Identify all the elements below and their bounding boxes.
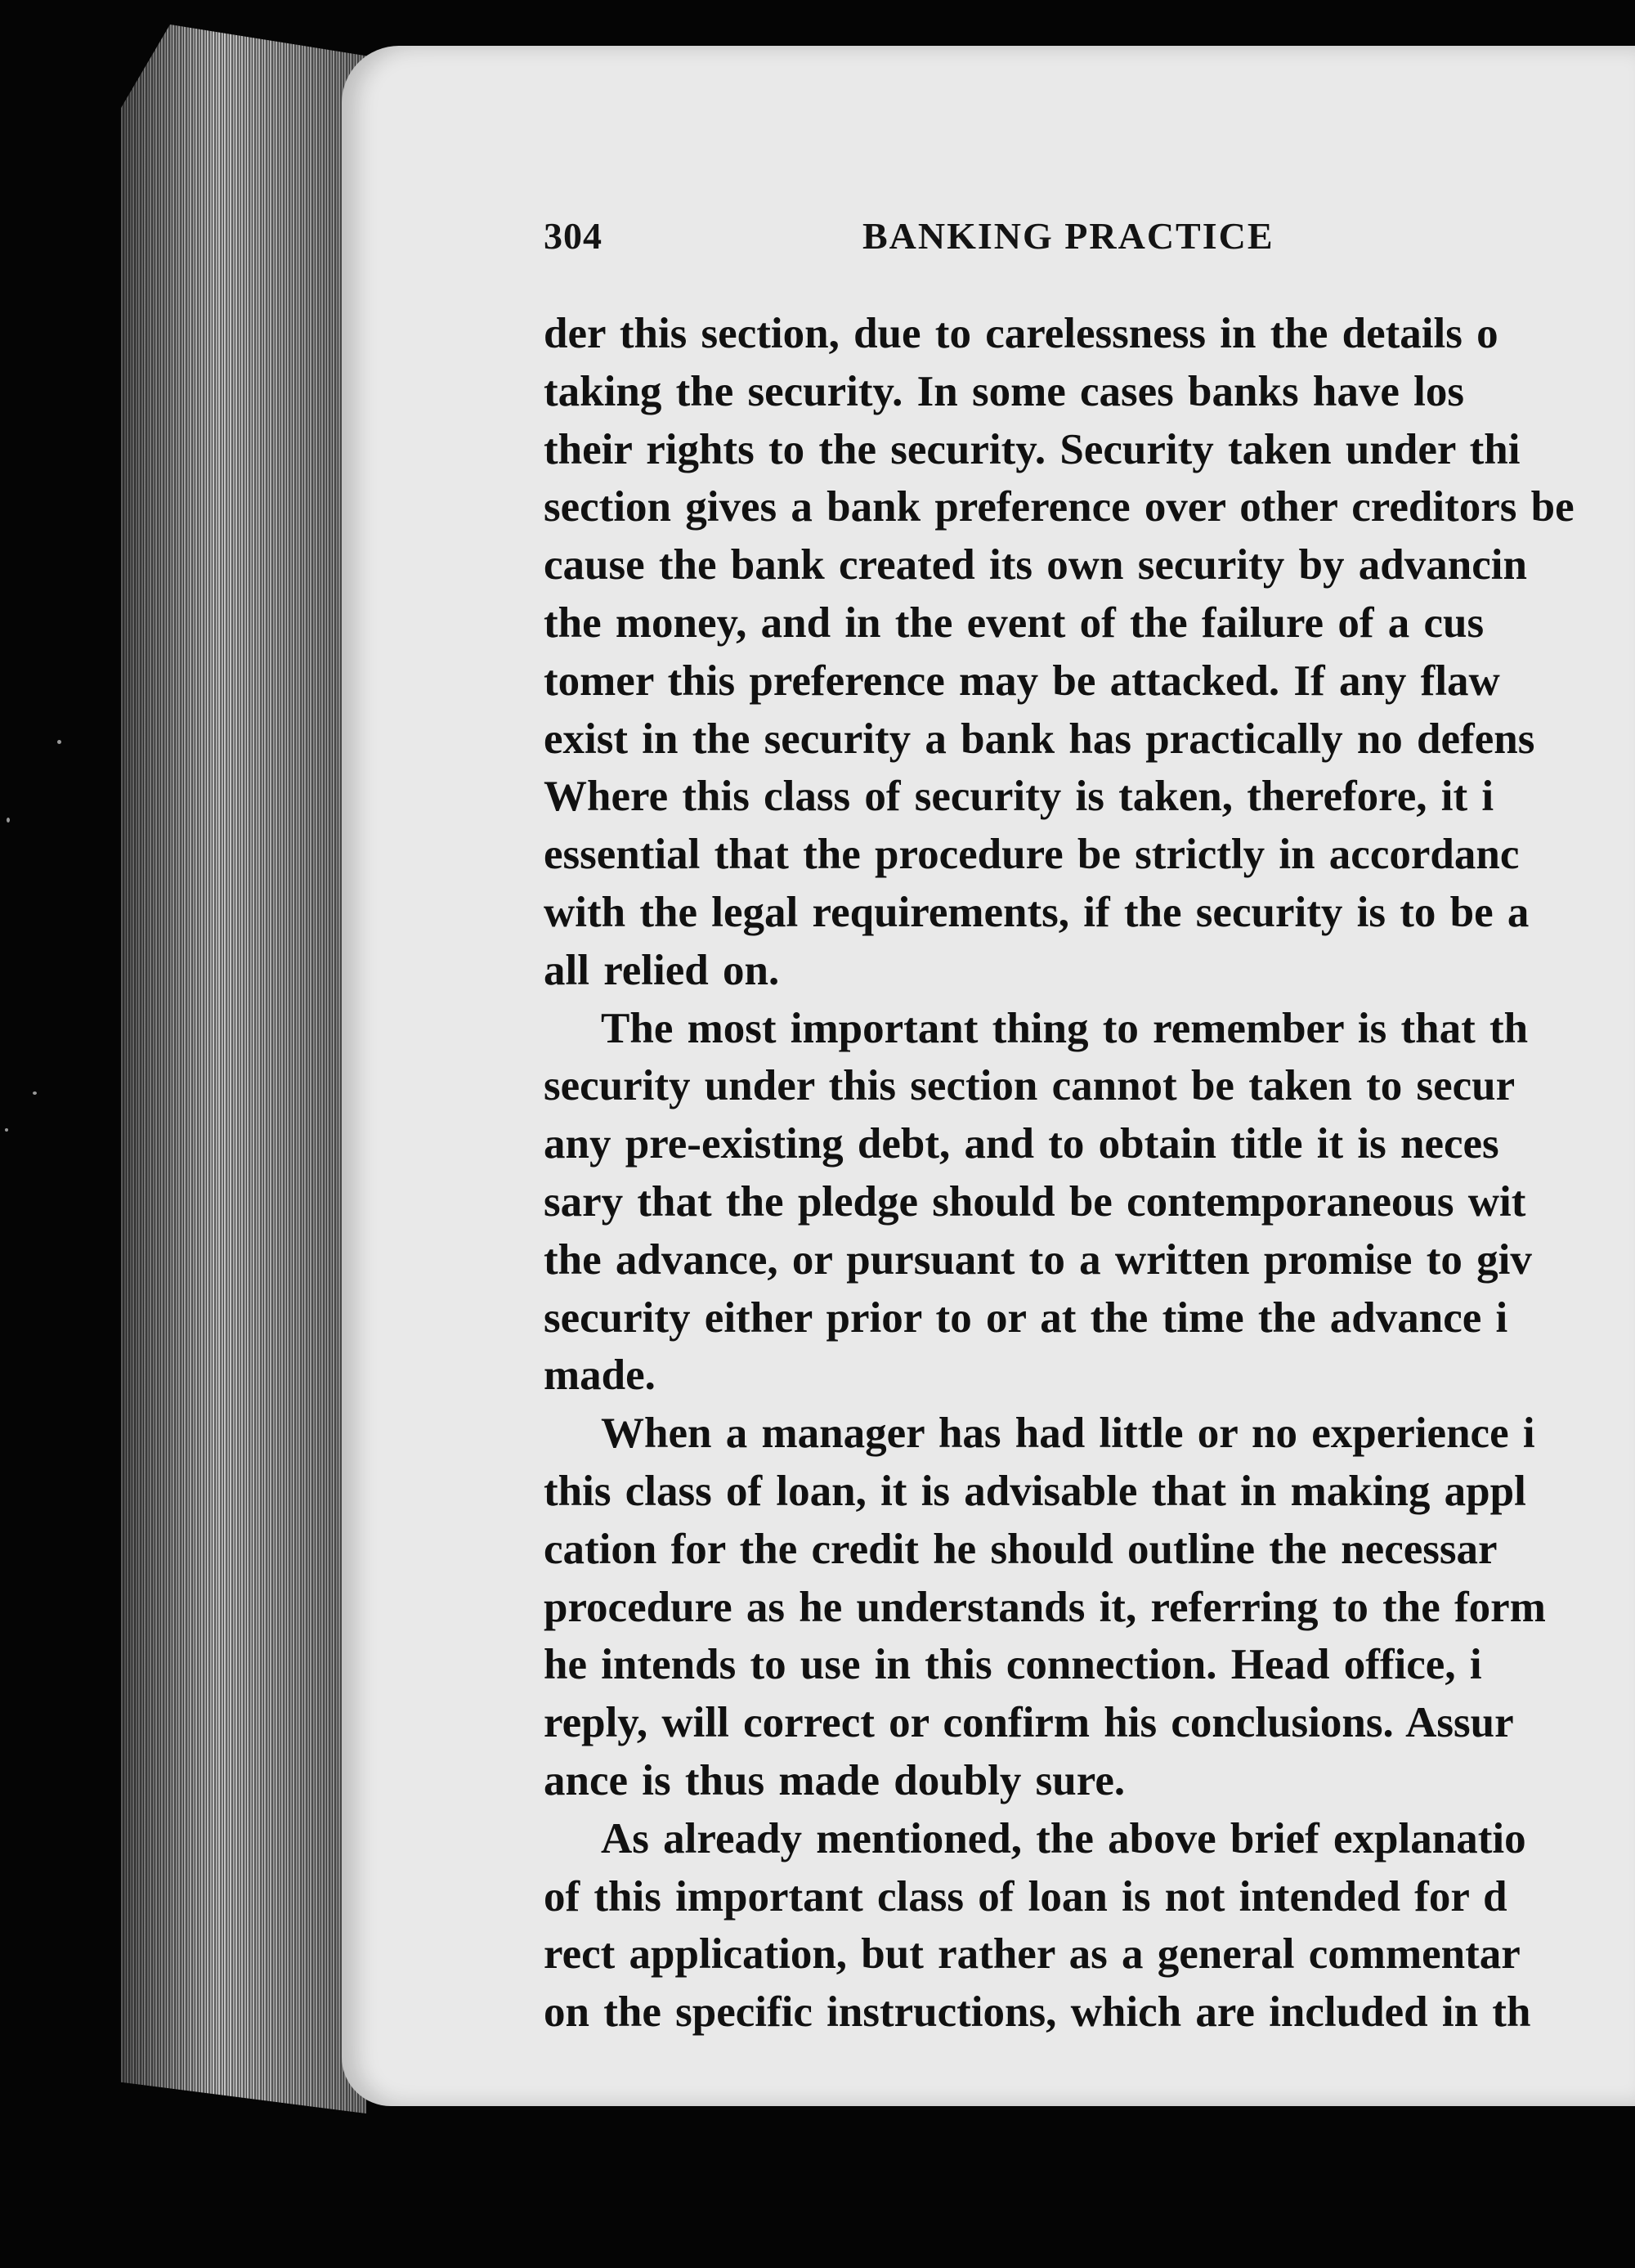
text-line: exist in the security a bank has practically no defens	[544, 715, 1535, 763]
text-line: sary that the pledge should be contemporaneous wit	[544, 1177, 1526, 1226]
text-line: security either prior to or at the time the advance i	[544, 1293, 1508, 1342]
text-line: all relied on.	[544, 946, 780, 994]
text-line: made.	[544, 1351, 656, 1400]
text-line: section gives a bank preference over other creditors be	[544, 483, 1575, 531]
text-line: ance is thus made doubly sure.	[544, 1756, 1126, 1804]
running-head	[544, 214, 1635, 263]
scan-speck	[33, 1091, 37, 1095]
text-line: of this important class of loan is not intended for d	[544, 1872, 1507, 1921]
text-line: reply, will correct or confirm his conclusions. Assur	[544, 1699, 1514, 1747]
text-line: security under this section cannot be taken to secur	[544, 1062, 1516, 1110]
paragraph-first-line: The most important thing to remember is that th	[601, 1004, 1529, 1052]
paragraph-first-line: When a manager has had little or no experience i	[601, 1410, 1535, 1458]
paragraph-first-line: As already mentioned, the above brief explanatio	[601, 1814, 1526, 1862]
text-line: this class of loan, it is advisable that in making appl	[544, 1467, 1526, 1515]
scan-speck	[7, 818, 10, 822]
text-line: der this section, due to carelessness in the details o	[544, 310, 1498, 357]
text-line: any pre-existing debt, and to obtain title it is neces	[544, 1120, 1499, 1168]
text-line: the advance, or pursuant to a written promise to giv	[544, 1235, 1532, 1284]
text-line: cation for the credit he should outline the necessar	[544, 1525, 1498, 1573]
text-line: cause the bank created its own security by advancin	[544, 541, 1527, 589]
text-line: he intends to use in this connection. Head office, i	[544, 1641, 1482, 1689]
text-line: essential that the procedure be strictly in accordanc	[544, 831, 1520, 879]
text-line: their rights to the security. Security taken under thi	[544, 425, 1521, 473]
page-number: 304	[544, 215, 602, 257]
text-line: tomer this preference may be attacked. If any flaw	[544, 657, 1500, 705]
book-title: BANKING PRACTICE	[862, 215, 1274, 257]
text-line: taking the security. In some cases banks have los	[544, 367, 1464, 415]
text-line: on the specific instructions, which are included in th	[544, 1988, 1531, 2037]
text-line: rect application, but rather as a general commentar	[544, 1930, 1521, 1979]
book-page-edges-shadow	[121, 25, 366, 2113]
scan-speck	[5, 1128, 8, 1132]
text-line: the money, and in the event of the failure of a cus	[544, 598, 1485, 647]
text-line: procedure as he understands it, referring to the form	[544, 1583, 1546, 1631]
text-line: Where this class of security is taken, therefore, it i	[544, 773, 1494, 821]
body-text	[544, 305, 1635, 2037]
scan-speck	[57, 740, 61, 744]
text-line: with the legal requirements, if the security is to be a	[544, 888, 1530, 936]
